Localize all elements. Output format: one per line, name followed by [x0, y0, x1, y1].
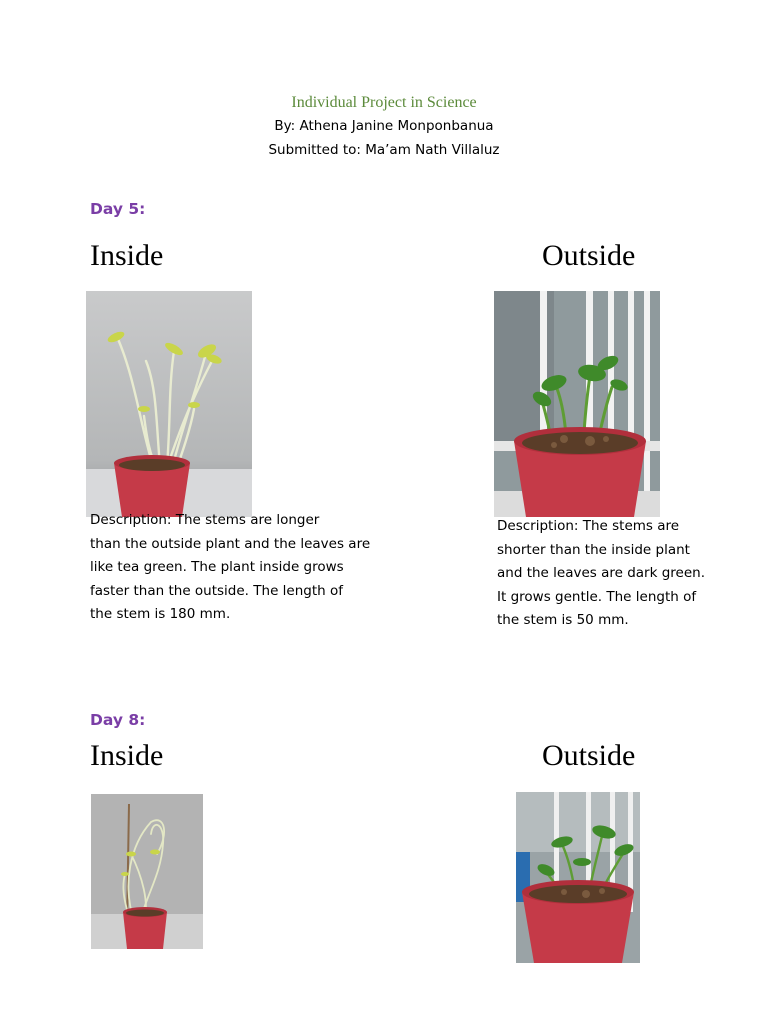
- day-5-heading: Day 5:: [90, 200, 146, 218]
- submitted-to-line: Submitted to: Ma’am Nath Villaluz: [268, 142, 500, 158]
- author-line: By: Athena Janine Monponbanua: [274, 118, 494, 134]
- etiolated-seedlings-pot-photo: [86, 291, 252, 517]
- leafy-seedlings-pot-photo: [516, 792, 640, 963]
- day-5-inside-description: Description: The stems are longer than the outside plant and the leaves are like tea green. The plant inside grows faster than the outside. The length of the stem is 180 mm.: [90, 512, 371, 623]
- document-header: [0, 92, 768, 162]
- day-5-outside-description: Description: The stems are shorter than the inside plant and the leaves are dark green. It grows gentle. The length of the stem is 50 mm.: [497, 518, 705, 629]
- day-8-heading: Day 8:: [90, 711, 146, 729]
- document-title: Individual Project in Science: [291, 94, 477, 111]
- day-5-outside-heading: Outside: [542, 239, 636, 272]
- day-8-outside-heading: Outside: [542, 739, 636, 772]
- day-8-inside-heading: Inside: [90, 739, 164, 772]
- tall-seedlings-pot-photo: [91, 794, 203, 949]
- day-5-inside-heading: Inside: [90, 239, 164, 272]
- green-seedlings-pot-photo: [494, 291, 660, 517]
